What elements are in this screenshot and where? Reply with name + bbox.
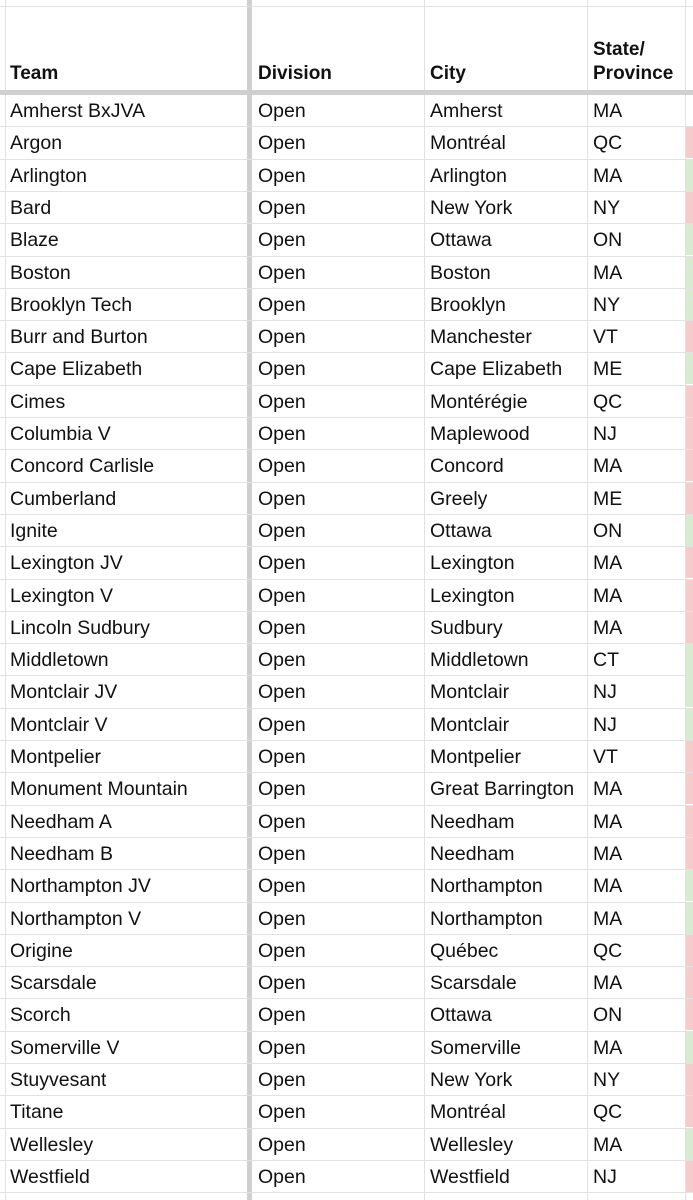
row-border bbox=[0, 126, 693, 127]
cell-team[interactable]: Montclair V bbox=[10, 713, 108, 736]
column-border bbox=[5, 0, 6, 1200]
status-color-cell[interactable] bbox=[686, 547, 693, 578]
cell-division[interactable]: Open bbox=[258, 875, 306, 898]
row-border bbox=[0, 223, 693, 224]
cell-division[interactable]: Open bbox=[258, 1133, 306, 1156]
cell-state[interactable]: NY bbox=[593, 1069, 621, 1091]
status-color-cell[interactable] bbox=[686, 676, 693, 707]
cell-division[interactable]: Open bbox=[258, 1165, 306, 1188]
cell-city[interactable]: Needham bbox=[430, 842, 515, 865]
status-color-cell[interactable] bbox=[686, 386, 693, 417]
cell-state[interactable]: MA bbox=[593, 1036, 623, 1059]
cell-division[interactable]: Open bbox=[258, 713, 306, 736]
status-color-cell[interactable] bbox=[686, 160, 693, 191]
cell-state[interactable]: MA bbox=[593, 972, 623, 995]
status-color-cell[interactable] bbox=[686, 838, 693, 869]
cell-division[interactable]: Open bbox=[258, 584, 306, 607]
cell-state[interactable]: NY bbox=[593, 293, 621, 316]
row-border bbox=[0, 191, 693, 192]
cell-division[interactable]: Open bbox=[258, 972, 306, 995]
header-state-line2: Province bbox=[593, 63, 674, 84]
row-border bbox=[0, 934, 693, 935]
cell-division[interactable]: Open bbox=[258, 423, 306, 445]
cell-team[interactable]: Concord Carlisle bbox=[10, 455, 155, 478]
cell-team[interactable]: Ignite bbox=[10, 519, 58, 542]
cell-city[interactable]: Lexington bbox=[430, 552, 515, 575]
status-color-cell[interactable] bbox=[686, 870, 693, 901]
row-border bbox=[0, 966, 693, 967]
cell-state[interactable]: QC bbox=[593, 132, 623, 155]
cell-team[interactable]: Lexington JV bbox=[10, 552, 123, 575]
cell-division[interactable]: Open bbox=[258, 132, 306, 155]
cell-team[interactable]: Lincoln Sudbury bbox=[10, 616, 150, 639]
cell-city[interactable]: Montérégie bbox=[430, 390, 528, 413]
cell-city[interactable]: Somerville bbox=[430, 1036, 522, 1059]
cell-city[interactable]: Montclair bbox=[430, 681, 510, 704]
row-border bbox=[0, 740, 693, 741]
cell-city[interactable]: Cape Elizabeth bbox=[430, 358, 563, 381]
cell-team[interactable]: Middletown bbox=[10, 649, 109, 672]
status-color-cell[interactable] bbox=[686, 1064, 693, 1095]
status-color-cell[interactable] bbox=[686, 999, 693, 1030]
row-border bbox=[0, 1160, 693, 1161]
header-state-line1: State/ bbox=[593, 39, 645, 60]
status-color-cell[interactable] bbox=[686, 192, 693, 223]
status-color-cell[interactable] bbox=[686, 515, 693, 546]
cell-division[interactable]: Open bbox=[258, 907, 306, 930]
cell-team[interactable]: Blaze bbox=[10, 229, 59, 252]
header-top-border bbox=[0, 6, 693, 7]
cell-state[interactable]: MA bbox=[593, 616, 623, 639]
cell-team[interactable]: Argon bbox=[10, 132, 63, 155]
cell-city[interactable]: Montréal bbox=[430, 1101, 506, 1124]
column-border bbox=[587, 0, 588, 1200]
cell-division[interactable]: Open bbox=[258, 326, 306, 349]
cell-division[interactable]: Open bbox=[258, 487, 306, 510]
cell-city[interactable]: Wellesley bbox=[430, 1133, 514, 1156]
cell-city[interactable]: New York bbox=[430, 1069, 513, 1091]
cell-state[interactable]: NJ bbox=[593, 423, 617, 445]
cell-state[interactable]: MA bbox=[593, 164, 623, 187]
cell-division[interactable]: Open bbox=[258, 616, 306, 639]
cell-state[interactable]: NJ bbox=[593, 713, 617, 736]
cell-team[interactable]: Monument Mountain bbox=[10, 778, 188, 801]
status-color-cell[interactable] bbox=[686, 289, 693, 320]
row-border bbox=[0, 1128, 693, 1129]
cell-team[interactable]: Stuyvesant bbox=[10, 1069, 107, 1091]
cell-city[interactable]: Needham bbox=[430, 810, 515, 833]
cell-division[interactable]: Open bbox=[258, 519, 306, 542]
status-color-cell[interactable] bbox=[686, 806, 693, 837]
cell-team[interactable]: Titane bbox=[10, 1101, 64, 1124]
cell-team[interactable]: Westfield bbox=[10, 1165, 90, 1188]
frozen-column-divider[interactable] bbox=[247, 0, 252, 1200]
cell-city[interactable]: Sudbury bbox=[430, 616, 503, 639]
cell-team[interactable]: Cimes bbox=[10, 390, 66, 413]
cell-state[interactable]: NJ bbox=[593, 1165, 617, 1188]
cell-team[interactable]: Montpelier bbox=[10, 746, 102, 768]
cell-team[interactable]: Needham B bbox=[10, 842, 113, 865]
cell-division[interactable]: Open bbox=[258, 1036, 306, 1059]
cell-state[interactable]: MA bbox=[593, 261, 623, 284]
cell-division[interactable]: Open bbox=[258, 649, 306, 672]
status-color-cell[interactable] bbox=[686, 903, 693, 934]
cell-team[interactable]: Scorch bbox=[10, 1004, 71, 1027]
cell-state[interactable]: QC bbox=[593, 390, 623, 413]
cell-team[interactable]: Burr and Burton bbox=[10, 326, 148, 349]
row-border bbox=[0, 385, 693, 386]
cell-state[interactable]: VT bbox=[593, 326, 618, 349]
status-color-cell[interactable] bbox=[686, 321, 693, 352]
row-border bbox=[0, 1192, 693, 1193]
cell-division[interactable]: Open bbox=[258, 164, 306, 187]
cell-city[interactable]: Montréal bbox=[430, 132, 506, 155]
status-color-cell[interactable] bbox=[686, 935, 693, 966]
cell-city[interactable]: Concord bbox=[430, 455, 504, 478]
cell-state[interactable]: QC bbox=[593, 939, 623, 962]
cell-team[interactable]: Lexington V bbox=[10, 584, 113, 607]
cell-city[interactable]: Scarsdale bbox=[430, 972, 517, 995]
cell-state[interactable]: MA bbox=[593, 778, 623, 801]
cell-team[interactable]: Origine bbox=[10, 939, 73, 962]
cell-division[interactable]: Open bbox=[258, 455, 306, 478]
row-border bbox=[0, 1095, 693, 1096]
cell-team[interactable]: Bard bbox=[10, 196, 52, 219]
cell-state[interactable]: ON bbox=[593, 1004, 623, 1027]
cell-division[interactable]: Open bbox=[258, 810, 306, 833]
cell-state[interactable]: QC bbox=[593, 1101, 623, 1124]
cell-division[interactable]: Open bbox=[258, 358, 306, 381]
cell-division[interactable]: Open bbox=[258, 261, 306, 284]
status-color-cell[interactable] bbox=[686, 483, 693, 514]
cell-city[interactable]: Ottawa bbox=[430, 229, 492, 252]
cell-city[interactable]: Westfield bbox=[430, 1165, 510, 1188]
cell-city[interactable]: Amherst bbox=[430, 100, 503, 122]
cell-state[interactable]: ON bbox=[593, 519, 623, 542]
column-border bbox=[424, 0, 425, 1200]
cell-state[interactable]: MA bbox=[593, 842, 623, 865]
cell-division[interactable]: Open bbox=[258, 196, 306, 219]
cell-division[interactable]: Open bbox=[258, 390, 306, 413]
cell-team[interactable]: Brooklyn Tech bbox=[10, 293, 133, 316]
cell-city[interactable]: Boston bbox=[430, 261, 491, 284]
status-color-cell[interactable] bbox=[686, 353, 693, 384]
cell-state[interactable]: MA bbox=[593, 875, 623, 898]
cell-state[interactable]: MA bbox=[593, 584, 623, 607]
cell-state[interactable]: VT bbox=[593, 746, 618, 768]
cell-team[interactable]: Montclair JV bbox=[10, 681, 118, 704]
cell-division[interactable]: Open bbox=[258, 778, 306, 801]
cell-team[interactable]: Scarsdale bbox=[10, 972, 97, 995]
cell-city[interactable]: Greely bbox=[430, 487, 488, 510]
cell-city[interactable]: Manchester bbox=[430, 326, 532, 349]
header-team[interactable]: Team bbox=[10, 63, 59, 84]
row-border bbox=[0, 159, 693, 160]
cell-state[interactable]: NY bbox=[593, 196, 621, 219]
header-state-province[interactable] bbox=[593, 39, 673, 85]
status-color-cell[interactable] bbox=[686, 224, 693, 255]
cell-division[interactable]: Open bbox=[258, 229, 306, 252]
cell-division[interactable]: Open bbox=[258, 293, 306, 316]
status-color-cell[interactable] bbox=[686, 741, 693, 772]
cell-team[interactable]: Cumberland bbox=[10, 487, 117, 510]
cell-city[interactable]: Arlington bbox=[430, 164, 507, 187]
cell-division[interactable]: Open bbox=[258, 552, 306, 575]
cell-team[interactable]: Northampton V bbox=[10, 907, 142, 930]
cell-state[interactable]: NJ bbox=[593, 681, 617, 704]
cell-city[interactable]: Ottawa bbox=[430, 1004, 492, 1027]
cell-state[interactable]: MA bbox=[593, 100, 623, 122]
cell-division[interactable]: Open bbox=[258, 681, 306, 704]
cell-city[interactable]: Maplewood bbox=[430, 423, 530, 445]
status-color-cell[interactable] bbox=[686, 580, 693, 611]
cell-state[interactable]: ON bbox=[593, 229, 623, 252]
status-color-cell[interactable] bbox=[686, 967, 693, 998]
status-color-cell[interactable] bbox=[686, 450, 693, 481]
cell-city[interactable]: Northampton bbox=[430, 875, 543, 898]
status-color-cell[interactable] bbox=[686, 257, 693, 288]
cell-city[interactable]: New York bbox=[430, 196, 513, 219]
row-border bbox=[0, 256, 693, 257]
cell-team[interactable]: Cape Elizabeth bbox=[10, 358, 143, 381]
cell-team[interactable]: Boston bbox=[10, 261, 71, 284]
cell-city[interactable]: Montclair bbox=[430, 713, 510, 736]
cell-city[interactable]: Lexington bbox=[430, 584, 515, 607]
status-color-cell[interactable] bbox=[686, 773, 693, 804]
status-color-cell[interactable] bbox=[686, 644, 693, 675]
cell-team[interactable]: Somerville V bbox=[10, 1036, 120, 1059]
status-color-cell[interactable] bbox=[686, 1032, 693, 1063]
header-city[interactable]: City bbox=[430, 63, 466, 84]
cell-state[interactable]: MA bbox=[593, 1133, 623, 1156]
cell-division[interactable]: Open bbox=[258, 1004, 306, 1027]
cell-division[interactable]: Open bbox=[258, 842, 306, 865]
status-color-cell[interactable] bbox=[686, 127, 693, 158]
cell-team[interactable]: Columbia V bbox=[10, 423, 111, 445]
cell-city[interactable]: Great Barrington bbox=[430, 778, 575, 801]
status-color-cell[interactable] bbox=[686, 1129, 693, 1160]
cell-team[interactable]: Wellesley bbox=[10, 1133, 94, 1156]
cell-state[interactable]: ME bbox=[593, 358, 623, 381]
cell-city[interactable]: Middletown bbox=[430, 649, 529, 672]
cell-division[interactable]: Open bbox=[258, 746, 306, 768]
cell-city[interactable]: Montpelier bbox=[430, 746, 522, 768]
row-border bbox=[0, 998, 693, 999]
cell-state[interactable]: MA bbox=[593, 907, 623, 930]
status-color-cell[interactable] bbox=[686, 95, 693, 126]
cell-team[interactable]: Northampton JV bbox=[10, 875, 151, 898]
cell-division[interactable]: Open bbox=[258, 1069, 306, 1091]
row-border bbox=[0, 514, 693, 515]
header-division[interactable]: Division bbox=[258, 63, 332, 84]
cell-team[interactable]: Needham A bbox=[10, 810, 112, 833]
cell-state[interactable]: MA bbox=[593, 810, 623, 833]
cell-team[interactable]: Amherst BxJVA bbox=[10, 100, 146, 122]
cell-city[interactable]: Brooklyn bbox=[430, 293, 506, 316]
status-color-cell[interactable] bbox=[686, 709, 693, 740]
cell-state[interactable]: ME bbox=[593, 487, 623, 510]
cell-city[interactable]: Québec bbox=[430, 939, 499, 962]
cell-state[interactable]: MA bbox=[593, 552, 623, 575]
status-color-cell[interactable] bbox=[686, 418, 693, 449]
status-color-cell[interactable] bbox=[686, 1161, 693, 1192]
cell-city[interactable]: Ottawa bbox=[430, 519, 492, 542]
cell-state[interactable]: CT bbox=[593, 649, 619, 672]
cell-state[interactable]: MA bbox=[593, 455, 623, 478]
status-color-cell[interactable] bbox=[686, 612, 693, 643]
cell-team[interactable]: Arlington bbox=[10, 164, 87, 187]
cell-division[interactable]: Open bbox=[258, 1101, 306, 1124]
status-color-cell[interactable] bbox=[686, 1096, 693, 1127]
cell-division[interactable]: Open bbox=[258, 939, 306, 962]
cell-division[interactable]: Open bbox=[258, 100, 306, 122]
cell-city[interactable]: Northampton bbox=[430, 907, 543, 930]
